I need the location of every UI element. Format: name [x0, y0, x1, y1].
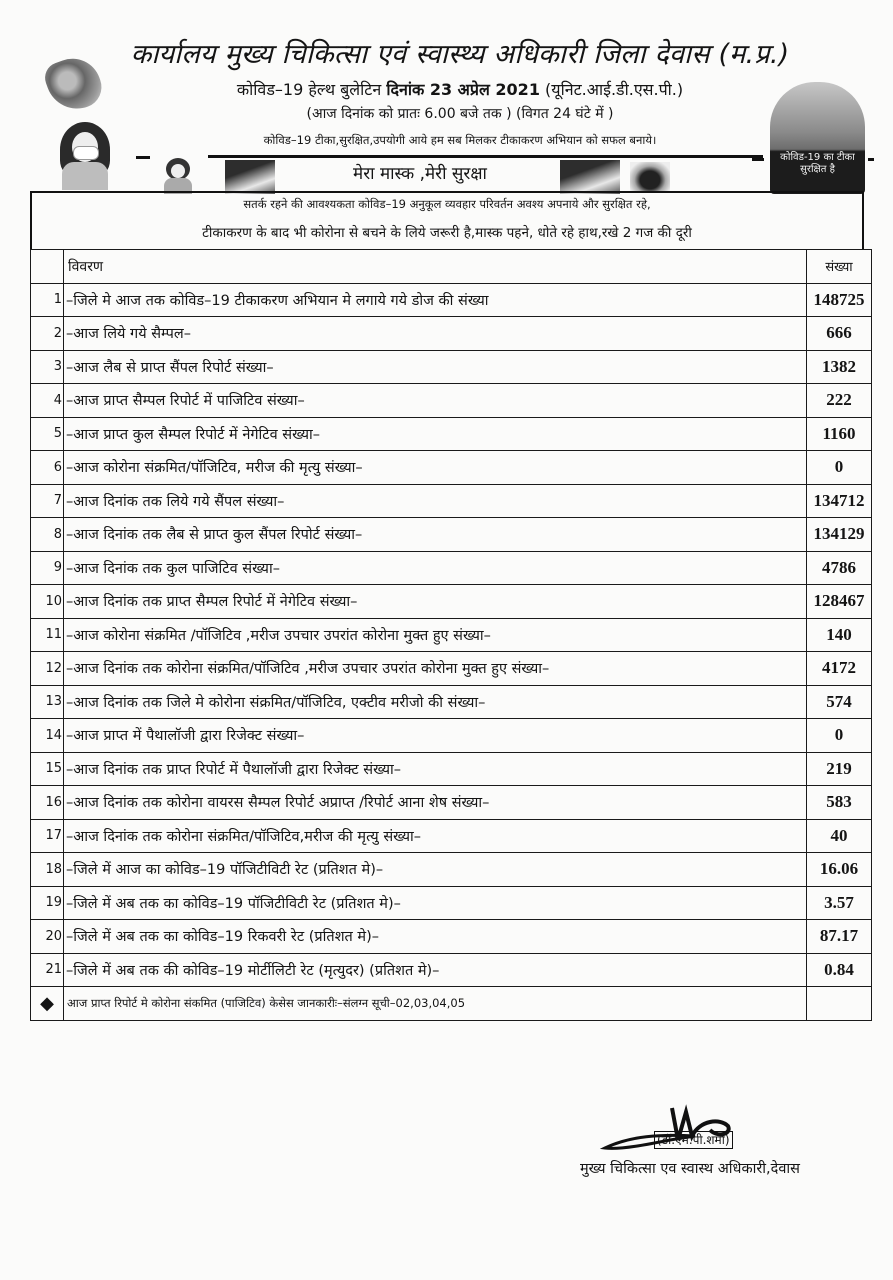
row-number: 12 — [31, 652, 64, 686]
mask-photo-image — [41, 51, 108, 118]
table-row — [31, 317, 872, 351]
row-description: –आज दिनांक तक कोरोना वायरस सैम्पल रिपोर्ट अप्राप्त /रिपोर्ट आना शेष संख्या– — [64, 786, 807, 820]
signature-scribble — [600, 1100, 750, 1160]
table-row — [31, 518, 872, 552]
row-number: 2 — [31, 317, 64, 351]
table-row — [31, 719, 872, 753]
diamond-bullet-icon: ◆ — [31, 987, 64, 1021]
table-row — [31, 652, 872, 686]
row-number: 14 — [31, 719, 64, 753]
row-count: 128467 — [807, 585, 872, 619]
row-number: 17 — [31, 819, 64, 853]
row-count: 140 — [807, 618, 872, 652]
row-count: 0 — [807, 451, 872, 485]
row-number: 4 — [31, 384, 64, 418]
row-description: –जिले में अब तक की कोविड–19 मोर्टीलिटी रेट (मृत्युदर) (प्रतिशत मे)– — [64, 953, 807, 987]
row-count: 3.57 — [807, 886, 872, 920]
row-count: 222 — [807, 384, 872, 418]
row-number: 21 — [31, 953, 64, 987]
row-count: 1160 — [807, 417, 872, 451]
advisory-line-1: सतर्क रहने की आवश्यकता कोविड–19 अनुकूल व्यवहार परिवर्तन अवश्य अपनाये और सुरक्षित रहे, — [243, 197, 651, 211]
table-row — [31, 451, 872, 485]
row-description: –आज दिनांक तक लैब से प्राप्त कुल सैंपल रिपोर्ट संख्या– — [64, 518, 807, 552]
row-number: 10 — [31, 585, 64, 619]
row-count: 666 — [807, 317, 872, 351]
attached-list-note: आज प्राप्त रिपोर्ट मे कोरोना संकमित (पाजिटिव) केसेस जानकारीः–संलग्न सूची–02,03,04,05 — [64, 987, 807, 1021]
header-num-cell — [31, 250, 64, 284]
bulletin-date: दिनांक 23 अप्रेल 2021 — [386, 80, 540, 99]
table-row — [31, 618, 872, 652]
row-count: 583 — [807, 786, 872, 820]
row-count: 148725 — [807, 283, 872, 317]
row-description: –जिले में अब तक का कोविड–19 रिकवरी रेट (प्रतिशत मे)– — [64, 920, 807, 954]
row-count: 16.06 — [807, 853, 872, 887]
row-description: –आज दिनांक तक कोरोना संक्रमित/पॉजिटिव ,मरीज उपचार उपरांत कोरोना मुक्त हुए संख्या– — [64, 652, 807, 686]
table-row — [31, 786, 872, 820]
table-row — [31, 752, 872, 786]
row-number: 3 — [31, 350, 64, 384]
divider — [868, 158, 874, 161]
row-number: 9 — [31, 551, 64, 585]
table-row — [31, 484, 872, 518]
signatory-name: (डॉ.एम.पी.शर्मा) — [654, 1131, 733, 1149]
table-row — [31, 417, 872, 451]
row-count: 40 — [807, 819, 872, 853]
row-count: 574 — [807, 685, 872, 719]
table-header-row — [31, 250, 872, 284]
banner-rule — [208, 155, 763, 158]
table-row — [31, 819, 872, 853]
row-description: –जिले में अब तक का कोविड–19 पॉजिटीविटी रेट (प्रतिशत मे)– — [64, 886, 807, 920]
row-count: 0 — [807, 719, 872, 753]
row-number: 5 — [31, 417, 64, 451]
masked-girl-illustration — [50, 120, 120, 190]
row-description: –आज दिनांक तक जिले मे कोरोना संक्रमित/पॉजिटिव, एक्टीव मरीजो की संख्या– — [64, 685, 807, 719]
row-count: 219 — [807, 752, 872, 786]
column-header-description: विवरण — [64, 250, 807, 284]
advisory-line-2: टीकाकरण के बाद भी कोरोना से बचने के लिये जरूरी है,मास्क पहने, धोते रहे हाथ,रखे 2 गज की दूरी — [202, 225, 692, 241]
row-description: –आज दिनांक तक प्राप्त रिपोर्ट में पैथालॉजी द्वारा रिजेक्ट संख्या– — [64, 752, 807, 786]
row-description: –आज दिनांक तक लिये गये सैंपल संख्या– — [64, 484, 807, 518]
masked-child-illustration — [160, 158, 196, 194]
row-description: –आज लैब से प्राप्त सैंपल रिपोर्ट संख्या– — [64, 350, 807, 384]
advisory-box — [30, 191, 864, 249]
masked-person-image — [630, 162, 670, 192]
table-row — [31, 585, 872, 619]
vaccination-slogan: कोविड–19 टीका,सुरक्षित,उपयोगी आये हम सब मिलकर टीकाकरण अभियान को सफल बनाये। — [263, 133, 657, 147]
row-number: 13 — [31, 685, 64, 719]
row-count: 134712 — [807, 484, 872, 518]
table-row — [31, 886, 872, 920]
face-mask-image — [560, 160, 620, 194]
row-description: –आज लिये गये सैम्पल– — [64, 317, 807, 351]
bulletin-unit: (यूनिट.आई.डी.एस.पी.) — [545, 80, 684, 99]
divider — [752, 158, 764, 161]
row-count: 1382 — [807, 350, 872, 384]
face-mask-image — [225, 160, 275, 194]
table-note-row — [31, 987, 872, 1021]
row-number: 18 — [31, 853, 64, 887]
bulletin-table — [30, 249, 872, 1021]
row-number: 11 — [31, 618, 64, 652]
mask-banner: मेरा मास्क ,मेरी सुरक्षा — [353, 164, 487, 184]
row-count: 134129 — [807, 518, 872, 552]
reporting-period: (आज दिनांक को प्रातः 6.00 बजे तक ) (विगत 24 घंटे में ) — [306, 106, 614, 122]
table-row — [31, 551, 872, 585]
table-row — [31, 953, 872, 987]
row-number: 1 — [31, 283, 64, 317]
row-description: –आज दिनांक तक प्राप्त सैम्पल रिपोर्ट में नेगेटिव संख्या– — [64, 585, 807, 619]
vaccine-badge-text: कोविड-19 का टीका सुरक्षित है — [780, 152, 855, 175]
bulletin-prefix: कोविड–19 हेल्थ बुलेटिन — [236, 80, 382, 99]
divider — [136, 156, 150, 159]
table-row — [31, 283, 872, 317]
row-count: 4172 — [807, 652, 872, 686]
row-number: 6 — [31, 451, 64, 485]
row-description: –जिले में आज का कोविड–19 पॉजिटीविटी रेट (प्रतिशत मे)– — [64, 853, 807, 887]
table-row — [31, 685, 872, 719]
row-description: –आज दिनांक तक कुल पाजिटिव संख्या– — [64, 551, 807, 585]
row-number: 16 — [31, 786, 64, 820]
row-number: 20 — [31, 920, 64, 954]
table-row — [31, 350, 872, 384]
column-header-count: संख्या — [807, 250, 872, 284]
row-description: –आज प्राप्त कुल सैम्पल रिपोर्ट में नेगेटिव संख्या– — [64, 417, 807, 451]
row-description: –आज प्राप्त सैम्पल रिपोर्ट में पाजिटिव संख्या– — [64, 384, 807, 418]
row-number: 7 — [31, 484, 64, 518]
row-number: 15 — [31, 752, 64, 786]
row-count: 0.84 — [807, 953, 872, 987]
row-description: –आज कोरोना संक्रमित/पॉजिटिव, मरीज की मृत्यु संख्या– — [64, 451, 807, 485]
row-number: 19 — [31, 886, 64, 920]
empty-count-cell — [807, 987, 872, 1021]
office-title: कार्यालय मुख्य चिकित्सा एवं स्वास्थ्य अधिकारी जिला देवास (म.प्र.) — [130, 39, 790, 70]
signatory-designation: मुख्य चिकित्सा एव स्वास्थ अधिकारी,देवास — [580, 1161, 800, 1177]
vaccine-safe-badge-image — [770, 82, 865, 194]
table-row — [31, 920, 872, 954]
row-number: 8 — [31, 518, 64, 552]
row-description: –आज प्राप्त में पैथालॉजी द्वारा रिजेक्ट संख्या– — [64, 719, 807, 753]
row-description: –जिले मे आज तक कोविड–19 टीकाकरण अभियान मे लगाये गये डोज की संख्या — [64, 283, 807, 317]
row-description: –आज दिनांक तक कोरोना संक्रमित/पॉजिटिव,मरीज की मृत्यु संख्या– — [64, 819, 807, 853]
row-count: 4786 — [807, 551, 872, 585]
row-count: 87.17 — [807, 920, 872, 954]
table-row — [31, 384, 872, 418]
bulletin-heading — [180, 78, 740, 100]
table-row — [31, 853, 872, 887]
row-description: –आज कोरोना संक्रमित /पॉजिटिव ,मरीज उपचार उपरांत कोरोना मुक्त हुए संख्या– — [64, 618, 807, 652]
